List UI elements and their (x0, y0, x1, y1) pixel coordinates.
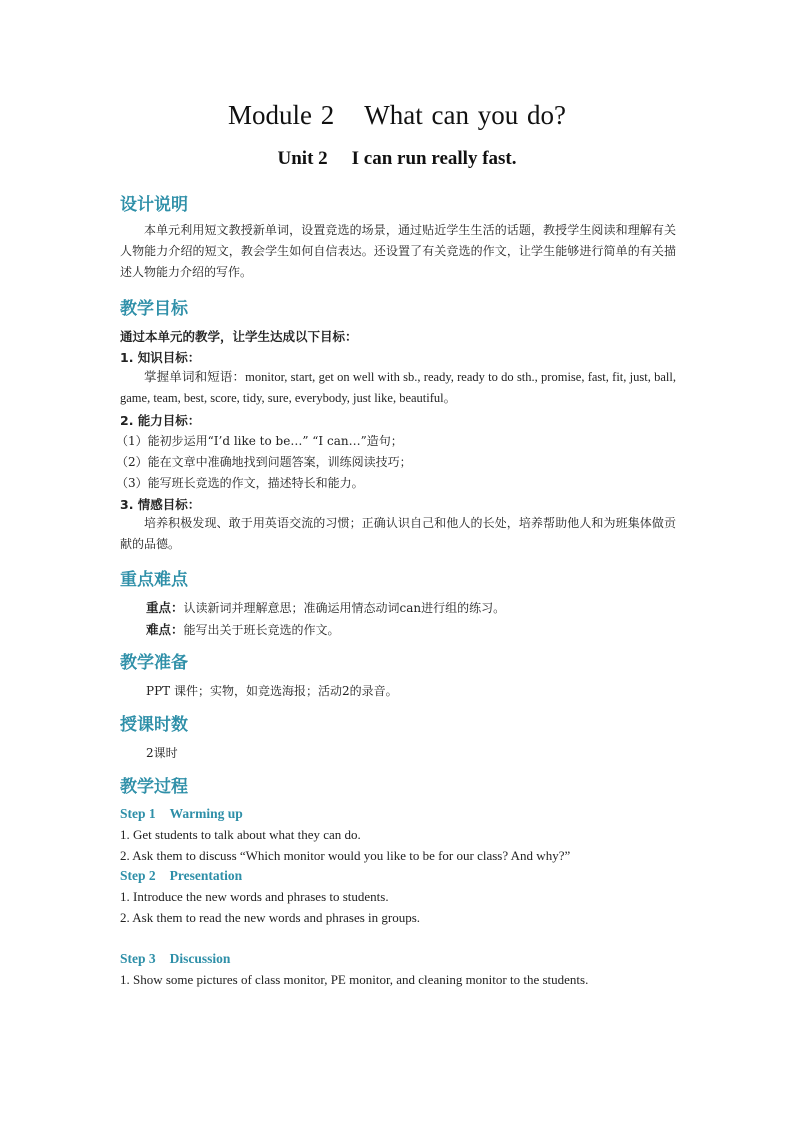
step-item: 2. Ask them to read the new words and phrases in groups. (120, 910, 421, 925)
hours-text: 2课时 (146, 746, 178, 760)
step-title: Discussion (169, 951, 231, 966)
design-paragraph: 本单元利用短文教授新单词，设置竞选的场景，通过贴近学生生活的话题，教授学生阅读和理解有关人物能力介绍的短文，教会学生如何自信表达。还设置了有关竞选的作文，让学生能够进行简单的有关描述人物能力介绍的写作。 (120, 223, 676, 279)
objectives-intro: 通过本单元的教学，让学生达成以下目标： (120, 329, 358, 344)
section-design-heading: 设计说明 (120, 195, 188, 215)
step-title: Warming up (169, 806, 243, 821)
step-label: Step 2 (120, 868, 156, 883)
step-label: Step 1 (120, 806, 156, 821)
knowledge-label: 1. 知识目标： (120, 350, 201, 365)
section-process-heading: 教学过程 (120, 777, 188, 797)
step-label: Step 3 (120, 951, 156, 966)
module-title (0, 100, 794, 131)
ability-item: （1）能初步运用“I’d like to be…” “I can…”造句； (116, 434, 403, 448)
preparation-text: PPT 课件；实物，如竞选海报；活动2的录音。 (146, 684, 398, 698)
module-label: Module 2 (228, 100, 335, 130)
ability-item: （2）能在文章中准确地找到问题答案，训练阅读技巧； (116, 455, 412, 469)
focus-label: 重点： (146, 600, 184, 615)
step-item: 1. Get students to talk about what they can do. (120, 827, 361, 842)
step-item: 1. Show some pictures of class monitor, PE monitor, and cleaning monitor to the students. (120, 972, 589, 987)
section-preparation-heading: 教学准备 (120, 653, 188, 673)
unit-label: Unit 2 (277, 148, 328, 169)
focus-text: 认读新词并理解意思；准确运用情态动词can进行组的练习。 (183, 601, 506, 615)
section-objectives-heading: 教学目标 (120, 299, 188, 319)
emotion-label: 3. 情感目标： (120, 497, 201, 512)
unit-title (0, 148, 794, 170)
step-heading (120, 951, 230, 967)
step-heading (120, 868, 242, 884)
module-heading: What can you do? (364, 100, 566, 130)
step-item: 1. Introduce the new words and phrases to students. (120, 889, 389, 904)
difficulty-text: 能写出关于班长竞选的作文。 (183, 623, 340, 637)
emotion-paragraph: 培养积极发现、敢于用英语交流的习惯；正确认识自己和他人的长处，培养帮助他人和为班集体做贡献的品德。 (120, 516, 676, 551)
focus-line (146, 598, 505, 616)
difficulty-label: 难点： (146, 622, 184, 637)
section-hours-heading: 授课时数 (120, 715, 188, 735)
step-heading (120, 806, 243, 822)
ability-label: 2. 能力目标： (120, 413, 201, 428)
section-keypoints-heading: 重点难点 (120, 570, 188, 590)
step-title: Presentation (169, 868, 243, 883)
unit-heading: I can run really fast. (351, 148, 517, 169)
step-item: 2. Ask them to discuss “Which monitor would you like to be for our class? And why?” (120, 848, 571, 863)
difficulty-line (146, 620, 340, 638)
ability-item: （3）能写班长竞选的作文，描述特长和能力。 (116, 476, 364, 490)
knowledge-paragraph: 掌握单词和短语：monitor, start, get on well with sb., ready, ready to do sth., promise, fast, fit, just, ball, game, team, best, score, tidy, sure, everybody, just like, beautiful。 (120, 370, 676, 405)
